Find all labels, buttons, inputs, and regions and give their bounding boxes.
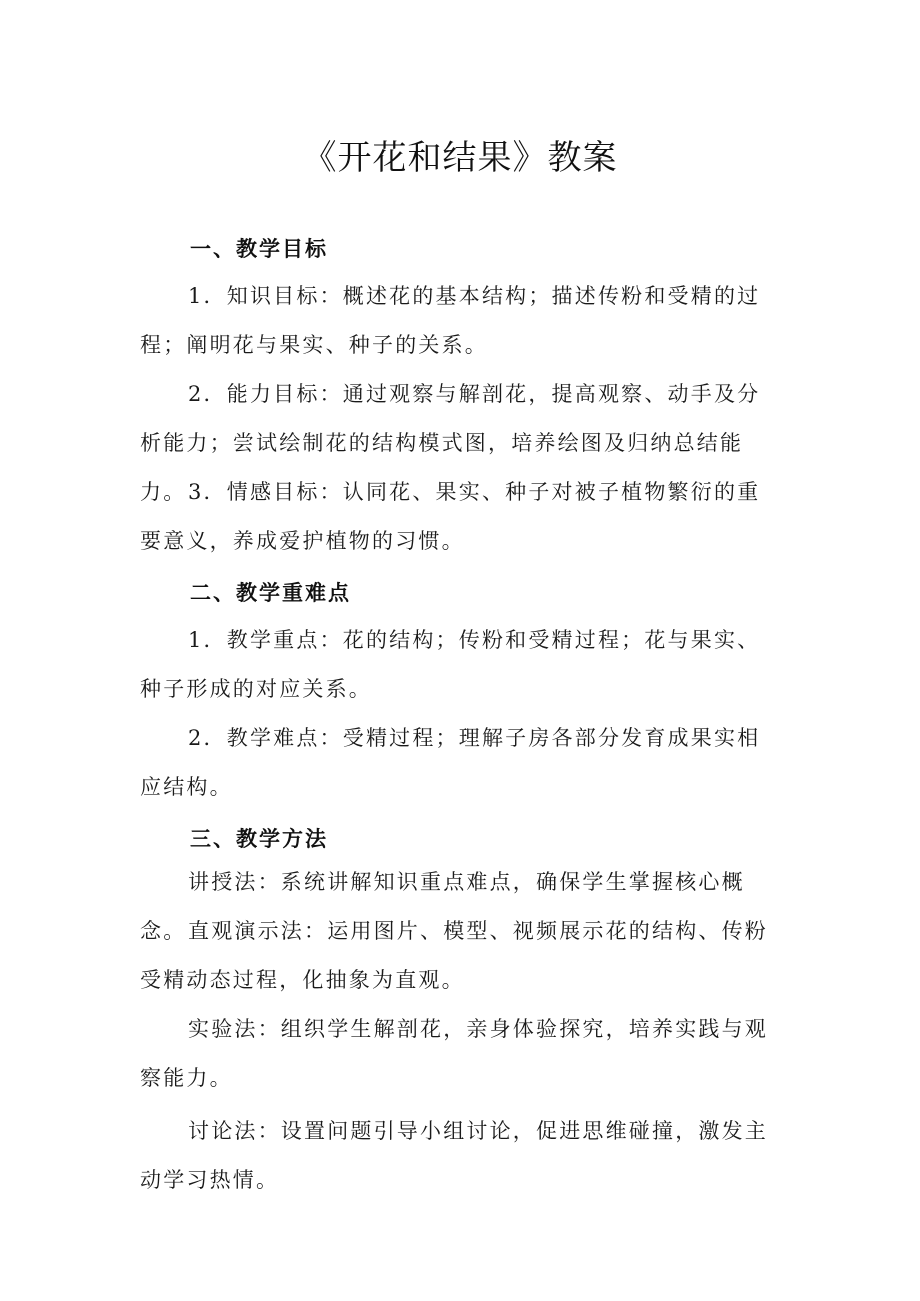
section-heading-methods: 三、教学方法 (190, 827, 328, 851)
paragraph-lecture-method: 讲授法：系统讲解知识重点难点，确保学生掌握核心概念。 (140, 870, 745, 943)
section-heading-key-points: 二、教学重难点 (190, 581, 351, 605)
paragraph-discussion-method: 讨论法：设置问题引导小组讨论，促进思维碰撞，激发主动学习热情。 (140, 1119, 768, 1192)
section-heading-objectives: 一、教学目标 (190, 237, 328, 261)
paragraph-ability-objective: 2．能力目标：通过观察与解剖花，提高观察、动手及分析能力；尝试绘制花的结构模式图，培养绘图及归纳总结能力。 (140, 382, 761, 504)
paragraph-experiment-method: 实验法：组织学生解剖花，亲身体验探究，培养实践与观察能力。 (140, 1017, 768, 1090)
paragraph-knowledge-objective: 1．知识目标：概述花的基本结构；描述传粉和受精的过程；阐明花与果实、种子的关系。 (140, 284, 761, 357)
paragraph-teaching-difficulty: 2．教学难点：受精过程；理解子房各部分发育成果实相应结构。 (140, 726, 761, 799)
document-title: 《开花和结果》教案 (302, 138, 618, 178)
paragraph-teaching-focus: 1．教学重点：花的结构；传粉和受精过程；花与果实、种子形成的对应关系。 (140, 628, 761, 701)
paragraph-demonstration-method: 直观演示法：运用图片、模型、视频展示花的结构、传粉受精动态过程，化抽象为直观。 (140, 919, 768, 992)
paragraph-emotion-objective: 3．情感目标：认同花、果实、种子对被子植物繁衍的重要意义，养成爱护植物的习惯。 (140, 480, 761, 553)
